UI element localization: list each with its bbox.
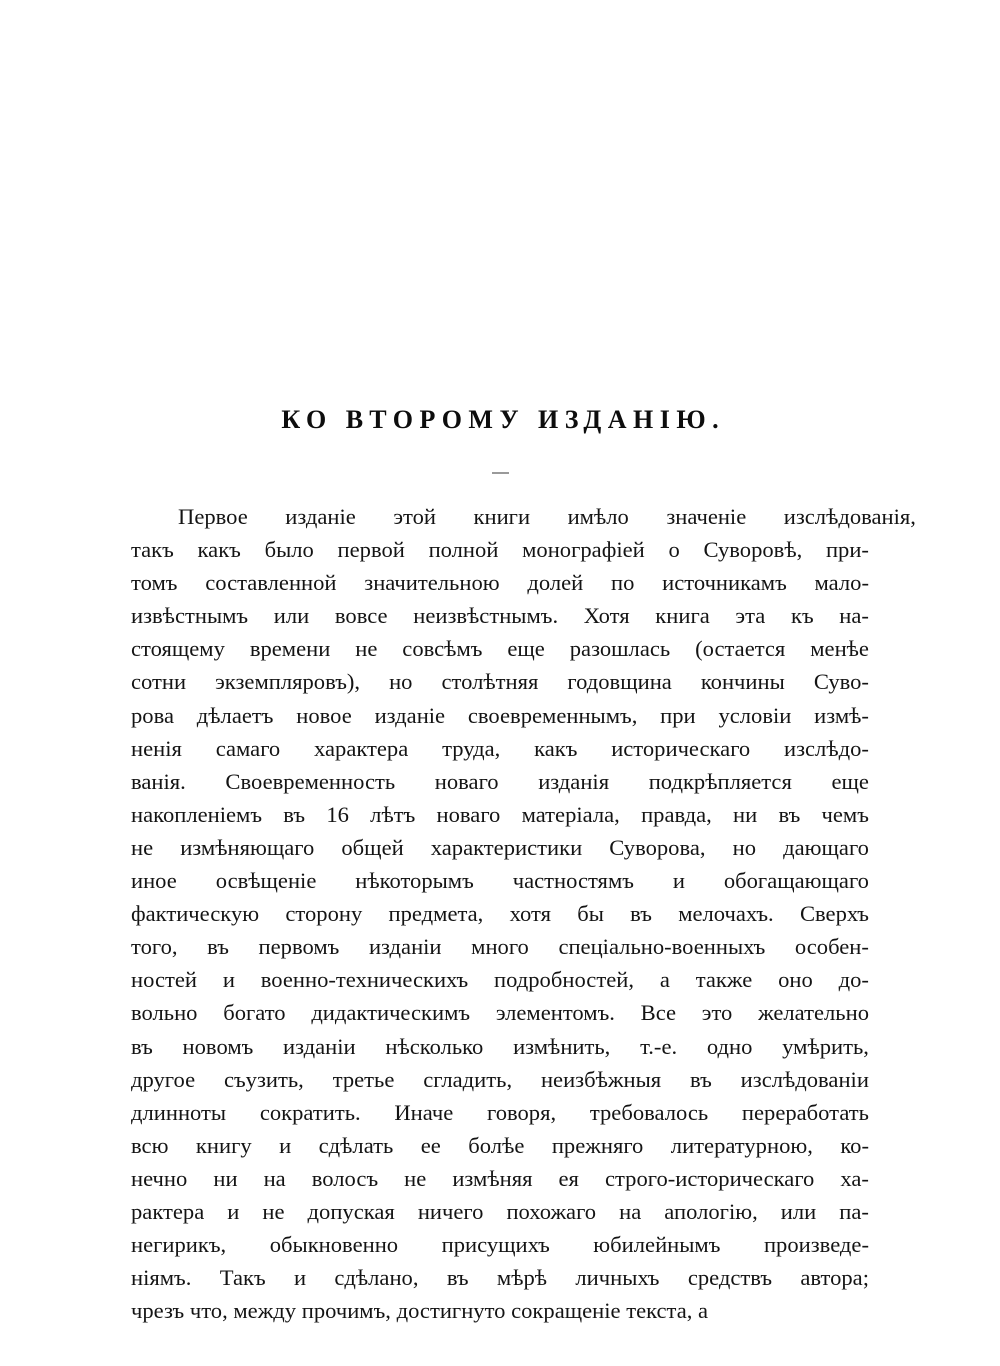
- body-paragraph: [131, 500, 916, 1327]
- text-line: всю книгу и сдѣлать ее болѣе прежняго литературною, ко-: [131, 1132, 869, 1158]
- text-line: Первое изданіе этой книги имѣло значеніе изслѣдованія,: [178, 504, 916, 529]
- text-line: стоящему времени не совсѣмъ еще разошлась (остается менѣе: [131, 636, 869, 662]
- page-title: КО ВТОРОМУ ИЗДАНІЮ.: [281, 405, 726, 434]
- text-line: негирикъ, обыкновенно присущихъ юбилейнымъ произведе-: [131, 1232, 869, 1258]
- text-line: того, въ первомъ изданіи много спеціально-военныхъ особен-: [131, 934, 869, 960]
- text-line: фактическую сторону предмета, хотя бы въ мелочахъ. Сверхъ: [131, 901, 869, 927]
- text-line: рактера и не допуская ничего похожаго на апологію, или па-: [131, 1198, 869, 1224]
- text-line: длинноты сократить. Иначе говоря, требовалось переработать: [131, 1099, 869, 1125]
- text-line: ванія. Своевременность новаго изданія подкрѣпляется еще: [131, 768, 869, 794]
- text-line: иное освѣщеніе нѣкоторымъ частностямъ и обогащающаго: [131, 868, 869, 894]
- text-line: сотни экземпляровъ), но столѣтняя годовщина кончины Суво-: [131, 669, 869, 695]
- text-line: ніямъ. Такъ и сдѣлано, въ мѣрѣ личныхъ средствъ автора;: [131, 1265, 869, 1291]
- text-line: томъ составленной значительною долей по источникамъ мало-: [131, 570, 869, 596]
- text-line: въ новомъ изданіи нѣсколько измѣнить, т.-е. одно умѣрить,: [131, 1033, 869, 1059]
- text-line: ностей и военно-техническихъ подробностей, а также оно до-: [131, 967, 869, 993]
- text-line: извѣстнымъ или вовсе неизвѣстнымъ. Хотя книга эта къ на-: [131, 603, 869, 629]
- text-line: ненія самаго характера труда, какъ историческаго изслѣдо-: [131, 735, 869, 761]
- text-line: другое съузить, третье сгладить, неизбѣжныя въ изслѣдованіи: [131, 1066, 869, 1092]
- text-line: вольно богато дидактическимъ элементомъ. Все это желательно: [131, 1000, 869, 1026]
- text-line: накопленіемъ въ 16 лѣтъ новаго матеріала, правда, ни въ чемъ: [131, 801, 869, 827]
- text-line: чрезъ что, между прочимъ, достигнуто сокращеніе текста, а: [131, 1298, 709, 1324]
- heading-divider: [0, 466, 1000, 480]
- heading-block: [0, 404, 1000, 436]
- text-line: такъ какъ было первой полной монографіей о Суворовѣ, при-: [131, 537, 869, 563]
- text-line: рова дѣлаетъ новое изданіе своевременнымъ, при условіи измѣ-: [131, 702, 869, 728]
- text-line: нечно ни на волосъ не измѣняя ея строго-историческаго ха-: [131, 1165, 869, 1191]
- text-line: не измѣняющаго общей характеристики Суворова, но дающаго: [131, 834, 869, 860]
- divider-dash: [492, 472, 509, 474]
